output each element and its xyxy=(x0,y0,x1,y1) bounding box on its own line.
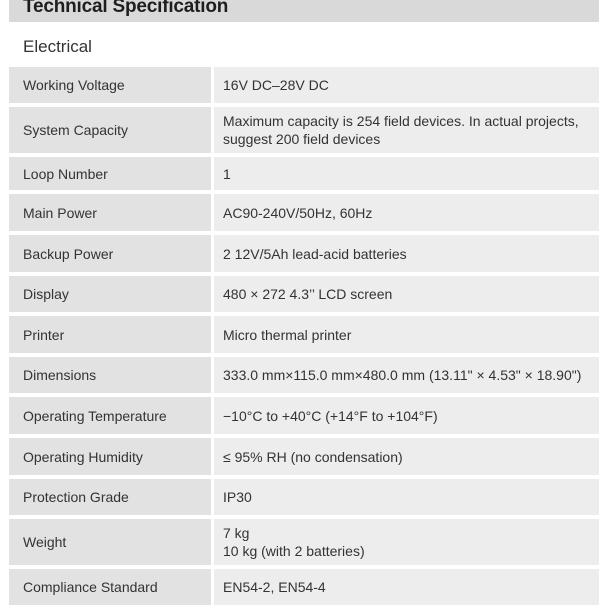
spec-table xyxy=(9,67,599,609)
spec-row xyxy=(9,235,599,276)
spec-row xyxy=(9,569,599,609)
spec-label: Weight xyxy=(9,519,214,569)
spec-row xyxy=(9,157,599,194)
spec-value xyxy=(214,438,599,479)
spec-value-line: AC90-240V/50Hz, 60Hz xyxy=(223,204,373,221)
spec-value-line: 333.0 mm×115.0 mm×480.0 mm (13.11" × 4.53" × 18.90") xyxy=(223,367,582,383)
section-heading: Electrical xyxy=(23,37,92,56)
spec-label: Display xyxy=(9,276,214,316)
spec-row xyxy=(9,519,599,569)
spec-label: Working Voltage xyxy=(9,67,214,107)
spec-row xyxy=(9,67,599,107)
spec-row xyxy=(9,438,599,479)
spec-value xyxy=(214,157,599,194)
spec-label: Printer xyxy=(9,316,214,357)
spec-row xyxy=(9,107,599,157)
spec-label: Main Power xyxy=(9,194,214,235)
spec-value xyxy=(214,519,599,569)
spec-label: Operating Temperature xyxy=(9,397,214,438)
spec-value-line: EN54-2, EN54-4 xyxy=(223,579,326,595)
title-bar xyxy=(9,0,599,22)
spec-table-body xyxy=(9,67,599,609)
spec-value-line: 2 12V/5Ah lead-acid batteries xyxy=(223,245,407,262)
spec-value-line: 7 kg xyxy=(223,525,250,541)
spec-value-line: 1 xyxy=(223,165,231,182)
spec-label: Compliance Standard xyxy=(9,569,214,609)
spec-row xyxy=(9,316,599,357)
spec-label: Backup Power xyxy=(9,235,214,276)
spec-row xyxy=(9,479,599,519)
spec-value xyxy=(214,569,599,609)
spec-label: System Capacity xyxy=(9,107,214,157)
spec-value xyxy=(214,235,599,276)
spec-row xyxy=(9,357,599,397)
spec-row xyxy=(9,397,599,438)
spec-value-line: 10 kg (with 2 batteries) xyxy=(223,543,365,559)
spec-value xyxy=(214,397,599,438)
spec-value xyxy=(214,67,599,107)
spec-label: Operating Humidity xyxy=(9,438,214,479)
spec-value xyxy=(214,276,599,316)
spec-label: Dimensions xyxy=(9,357,214,397)
spec-row xyxy=(9,194,599,235)
spec-label: Loop Number xyxy=(9,157,214,194)
spec-value-line: IP30 xyxy=(223,489,252,505)
spec-value xyxy=(214,479,599,519)
spec-value-line: Micro thermal printer xyxy=(223,326,352,343)
spec-value-line: 16V DC–28V DC xyxy=(223,77,329,93)
spec-row xyxy=(9,276,599,316)
page-title: Technical Specification xyxy=(23,0,229,17)
spec-value xyxy=(214,107,599,157)
spec-value-line: −10°C to +40°C (+14°F to +104°F) xyxy=(223,407,438,424)
spec-value xyxy=(214,316,599,357)
spec-label: Protection Grade xyxy=(9,479,214,519)
spec-value xyxy=(214,357,599,397)
spec-value xyxy=(214,194,599,235)
spec-value-line: suggest 200 field devices xyxy=(223,131,381,147)
spec-value-line: ≤ 95% RH (no condensation) xyxy=(223,448,403,465)
spec-value-line: 480 × 272 4.3’’ LCD screen xyxy=(223,286,393,302)
spec-value-line: Maximum capacity is 254 field devices. In actual projects, xyxy=(223,113,579,129)
